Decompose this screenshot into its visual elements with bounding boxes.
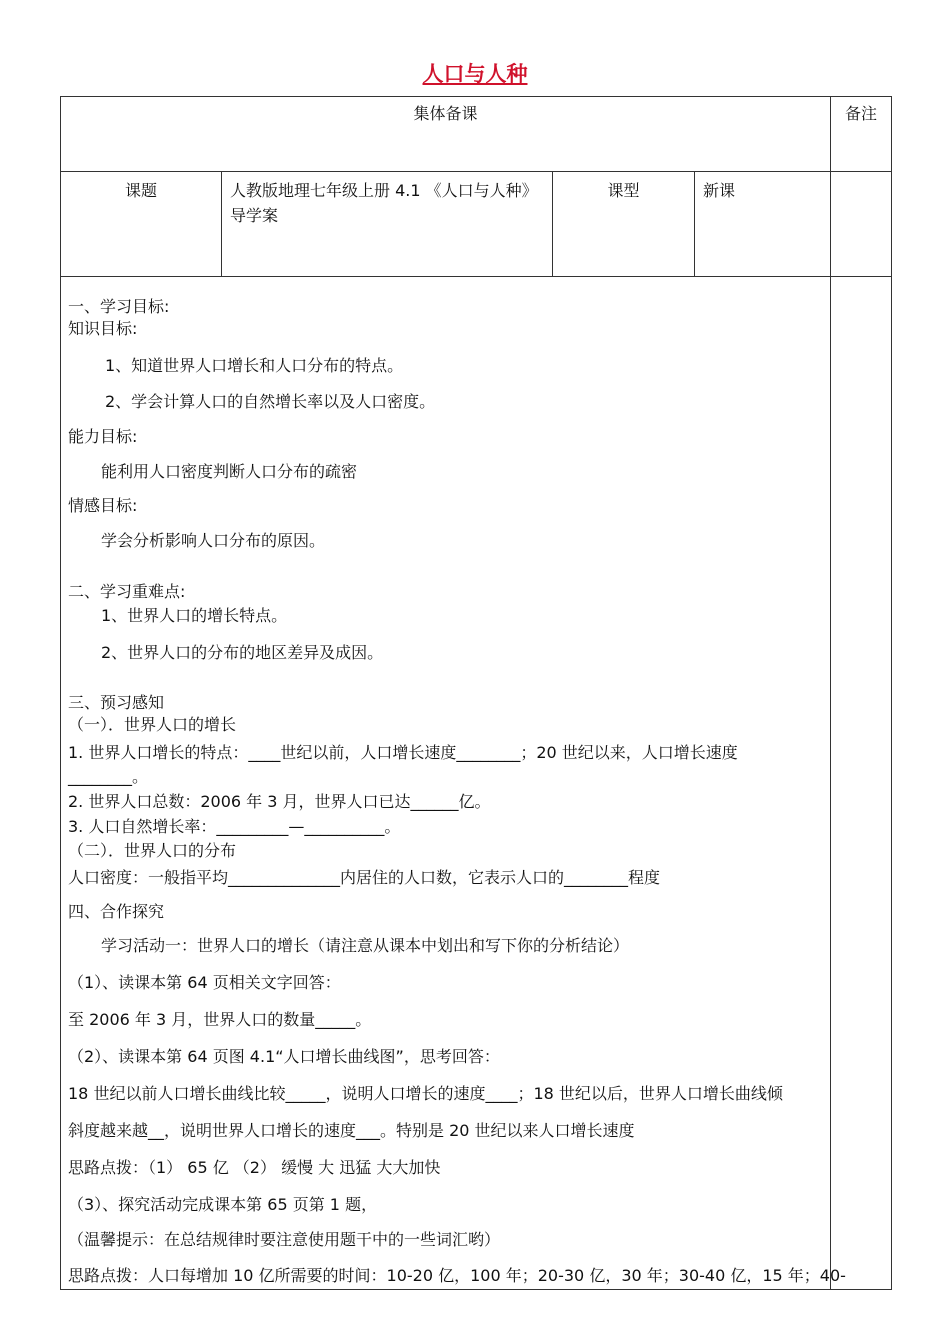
topic-value: 人教版地理七年级上册 4.1 《人口与人种》导学案 [222,172,553,277]
text-line: 学会分析影响人口分布的原因。 [101,531,326,550]
text-line: 能利用人口密度判断人口分布的疏密 [101,462,358,481]
list-item: 1、世界人口的增长特点。 [101,606,288,625]
text-line: （2）、读课本第 64 页图 4.1“人口增长曲线图”，思考回答： [68,1047,500,1066]
page-title: 人口与人种 [422,62,528,86]
section-heading: 一、学习目标: [68,297,170,316]
text-line: （3）、探究活动完成课本第 65 页第 1 题， [68,1195,378,1214]
notes-cell [831,277,892,1290]
group-prep-header: 集体备课 [61,97,831,172]
text-line: 3. 人口自然增长率：_________—__________。 [68,817,401,836]
type-label: 课型 [553,172,695,277]
section-heading: 三、预习感知 [68,693,165,712]
list-item: 2、世界人口的分布的地区差异及成因。 [101,643,384,662]
notes-cell [831,172,892,277]
text-line: 1. 世界人口增长的特点：____世纪以前，人口增长速度________；20 世纪以来，人口增长速度 [68,743,738,762]
section-heading: 二、学习重难点: [68,582,186,601]
text-line: 至 2006 年 3 月，世界人口的数量_____。 [68,1010,372,1029]
subsection-label: 能力目标: [68,427,138,446]
subsection-label: 知识目标: [68,319,138,338]
list-item: 1、知道世界人口增长和人口分布的特点。 [105,356,404,375]
text-line: ________。 [68,767,149,786]
hint-line: （温馨提示：在总结规律时要注意使用题干中的一些词汇哟） [68,1230,501,1249]
text-line: 学习活动一：世界人口的增长（请注意从课本中划出和写下你的分析结论） [101,936,630,955]
text-line: 人口密度：一般指平均______________内居住的人口数，它表示人口的________程度 [68,868,661,887]
list-item: 2、学会计算人口的自然增长率以及人口密度。 [105,392,436,411]
topic-label: 课题 [61,172,222,277]
hint-line: 思路点拨：（1） 65 亿 （2） 缓慢 大 迅猛 大大加快 [68,1158,441,1177]
subsection-label: （一）．世界人口的增长 [68,715,237,734]
notes-header: 备注 [831,97,892,172]
subsection-label: （二）．世界人口的分布 [68,841,237,860]
subsection-label: 情感目标: [68,496,138,515]
section-heading: 四、合作探究 [68,902,165,921]
type-value: 新课 [695,172,831,277]
text-line: 斜度越来越__，说明世界人口增长的速度___。特别是 20 世纪以来人口增长速度 [68,1121,635,1140]
text-line: 18 世纪以前人口增长曲线比较_____，说明人口增长的速度____；18 世纪以后，世界人口增长曲线倾 [68,1084,783,1103]
text-line: （1）、读课本第 64 页相关文字回答： [68,973,341,992]
lesson-table [60,96,892,1290]
text-line: 2. 世界人口总数：2006 年 3 月，世界人口已达______亿。 [68,792,491,811]
lesson-content [61,277,846,1290]
hint-line: 思路点拨：人口每增加 10 亿所需要的时间：10-20 亿，100 年；20-30 亿，30 年；30-40 亿，15 年；40- [68,1266,846,1285]
